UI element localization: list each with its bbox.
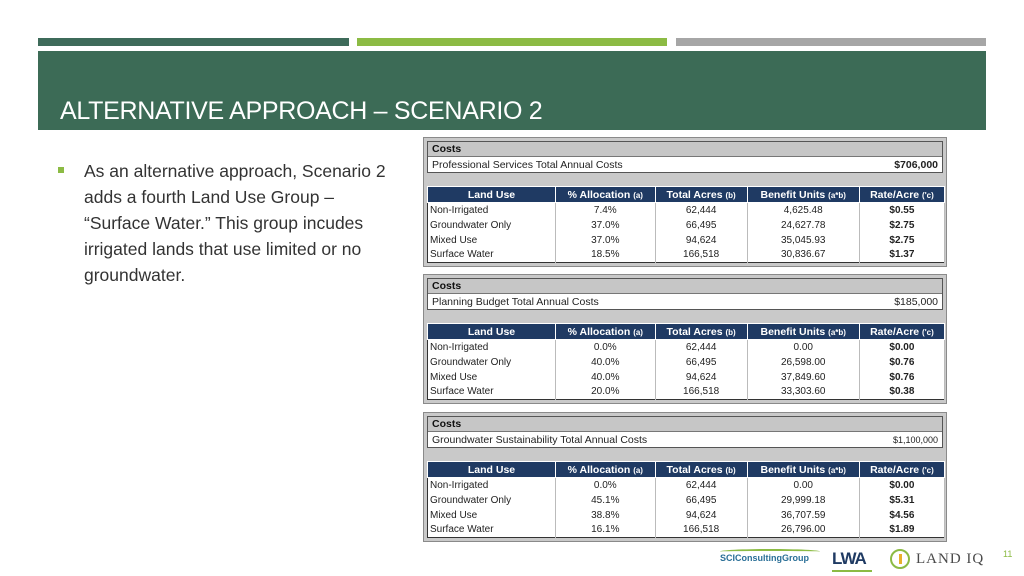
cell-allocation: 0.0%	[556, 340, 656, 355]
cell-rate: $2.75	[859, 233, 944, 248]
cell-land-use: Non-Irrigated	[428, 478, 556, 493]
col-benefit: Benefit Units (a*b)	[747, 462, 859, 478]
cell-land-use: Groundwater Only	[428, 355, 556, 370]
table-row	[428, 370, 945, 385]
cell-benefit: 4,625.48	[747, 203, 859, 218]
cell-benefit: 33,303.60	[747, 385, 859, 400]
bullet-square-icon	[58, 167, 64, 173]
cell-rate: $0.76	[859, 370, 944, 385]
cell-benefit: 29,999.18	[747, 493, 859, 508]
cell-acres: 166,518	[655, 385, 747, 400]
table-row	[428, 508, 945, 523]
land-iq-logo: LAND IQ	[890, 549, 984, 569]
col-rate: Rate/Acre ('c)	[859, 462, 944, 478]
col-benefit: Benefit Units (a*b)	[747, 187, 859, 203]
top-accent-bar-lime	[357, 38, 667, 46]
footer-logos	[720, 548, 990, 572]
cell-allocation: 16.1%	[556, 523, 656, 538]
cost-amount: $1,100,000	[892, 435, 938, 445]
cell-acres: 62,444	[655, 478, 747, 493]
cell-rate: $0.38	[859, 385, 944, 400]
table-row	[428, 493, 945, 508]
cell-allocation: 40.0%	[556, 355, 656, 370]
cost-name: Groundwater Sustainability Total Annual Costs	[432, 434, 648, 446]
table-row	[428, 248, 945, 263]
col-land-use: Land Use	[428, 187, 556, 203]
col-benefit: Benefit Units (a*b)	[747, 324, 859, 340]
sci-consulting-logo: SCIConsultingGroup	[720, 553, 809, 563]
cell-land-use: Surface Water	[428, 385, 556, 400]
cell-land-use: Mixed Use	[428, 370, 556, 385]
costs-box	[427, 278, 943, 310]
col-acres: Total Acres (b)	[655, 324, 747, 340]
slide-title: ALTERNATIVE APPROACH – SCENARIO 2	[60, 97, 543, 125]
page-number: 11	[1003, 549, 1013, 559]
cell-benefit: 24,627.78	[747, 218, 859, 233]
cell-rate: $0.00	[859, 340, 944, 355]
land-iq-ring-icon	[890, 549, 910, 569]
cell-acres: 66,495	[655, 493, 747, 508]
cell-land-use: Non-Irrigated	[428, 203, 556, 218]
table-row	[428, 355, 945, 370]
col-acres: Total Acres (b)	[655, 187, 747, 203]
cell-benefit: 30,836.67	[747, 248, 859, 263]
col-acres: Total Acres (b)	[655, 462, 747, 478]
cell-land-use: Non-Irrigated	[428, 340, 556, 355]
cell-allocation: 37.0%	[556, 218, 656, 233]
cell-allocation: 45.1%	[556, 493, 656, 508]
cell-land-use: Mixed Use	[428, 233, 556, 248]
cell-rate: $1.37	[859, 248, 944, 263]
cost-panel-professional-services	[423, 137, 947, 267]
table-row	[428, 218, 945, 233]
cell-acres: 166,518	[655, 523, 747, 538]
cell-benefit: 26,796.00	[747, 523, 859, 538]
costs-row	[428, 293, 942, 309]
cell-acres: 62,444	[655, 340, 747, 355]
cell-allocation: 7.4%	[556, 203, 656, 218]
costs-label: Costs	[428, 142, 942, 156]
lwa-logo: LWA	[832, 549, 866, 569]
cell-benefit: 0.00	[747, 478, 859, 493]
cell-rate: $5.31	[859, 493, 944, 508]
table-row	[428, 340, 945, 355]
table-header-row	[428, 187, 945, 203]
cell-rate: $1.89	[859, 523, 944, 538]
cell-acres: 94,624	[655, 233, 747, 248]
costs-row	[428, 431, 942, 447]
cell-allocation: 0.0%	[556, 478, 656, 493]
cell-allocation: 20.0%	[556, 385, 656, 400]
table-row	[428, 233, 945, 248]
cost-name: Planning Budget Total Annual Costs	[432, 296, 599, 308]
cell-allocation: 18.5%	[556, 248, 656, 263]
cost-panel-planning-budget	[423, 274, 947, 404]
costs-box	[427, 141, 943, 173]
table-row	[428, 385, 945, 400]
col-rate: Rate/Acre ('c)	[859, 187, 944, 203]
col-land-use: Land Use	[428, 462, 556, 478]
cell-rate: $4.56	[859, 508, 944, 523]
cost-amount: $706,000	[894, 159, 938, 171]
cell-benefit: 0.00	[747, 340, 859, 355]
cell-allocation: 40.0%	[556, 370, 656, 385]
cell-acres: 66,495	[655, 355, 747, 370]
table-row	[428, 478, 945, 493]
cell-rate: $0.55	[859, 203, 944, 218]
title-band	[38, 51, 986, 130]
col-allocation: % Allocation (a)	[556, 187, 656, 203]
cell-land-use: Surface Water	[428, 248, 556, 263]
costs-box	[427, 416, 943, 448]
land-use-table	[427, 461, 945, 538]
costs-label: Costs	[428, 279, 942, 293]
cell-benefit: 36,707.59	[747, 508, 859, 523]
top-accent-bar-gray	[676, 38, 986, 46]
bullet-point	[58, 158, 388, 288]
cell-benefit: 35,045.93	[747, 233, 859, 248]
cell-acres: 66,495	[655, 218, 747, 233]
cell-acres: 94,624	[655, 370, 747, 385]
cell-benefit: 26,598.00	[747, 355, 859, 370]
col-land-use: Land Use	[428, 324, 556, 340]
costs-label: Costs	[428, 417, 942, 431]
costs-row	[428, 156, 942, 172]
land-use-table	[427, 186, 945, 263]
cell-land-use: Mixed Use	[428, 508, 556, 523]
land-use-table	[427, 323, 945, 400]
table-row	[428, 203, 945, 218]
bullet-text: As an alternative approach, Scenario 2 adds a fourth Land Use Group – “Surface Water.” This group incudes irrigated lands that use limited or no groundwater.	[84, 161, 386, 285]
top-accent-bar-dark-green	[38, 38, 349, 46]
table-row	[428, 523, 945, 538]
cell-allocation: 38.8%	[556, 508, 656, 523]
cell-rate: $2.75	[859, 218, 944, 233]
cell-land-use: Groundwater Only	[428, 218, 556, 233]
cost-panel-groundwater-sustainability	[423, 412, 947, 542]
cell-rate: $0.00	[859, 478, 944, 493]
cell-rate: $0.76	[859, 355, 944, 370]
cell-benefit: 37,849.60	[747, 370, 859, 385]
cell-acres: 94,624	[655, 508, 747, 523]
cost-amount: $185,000	[894, 296, 938, 308]
cell-land-use: Groundwater Only	[428, 493, 556, 508]
col-allocation: % Allocation (a)	[556, 462, 656, 478]
cell-allocation: 37.0%	[556, 233, 656, 248]
table-header-row	[428, 324, 945, 340]
cell-acres: 62,444	[655, 203, 747, 218]
col-allocation: % Allocation (a)	[556, 324, 656, 340]
cell-acres: 166,518	[655, 248, 747, 263]
cost-name: Professional Services Total Annual Costs	[432, 159, 623, 171]
col-rate: Rate/Acre ('c)	[859, 324, 944, 340]
cell-land-use: Surface Water	[428, 523, 556, 538]
table-header-row	[428, 462, 945, 478]
